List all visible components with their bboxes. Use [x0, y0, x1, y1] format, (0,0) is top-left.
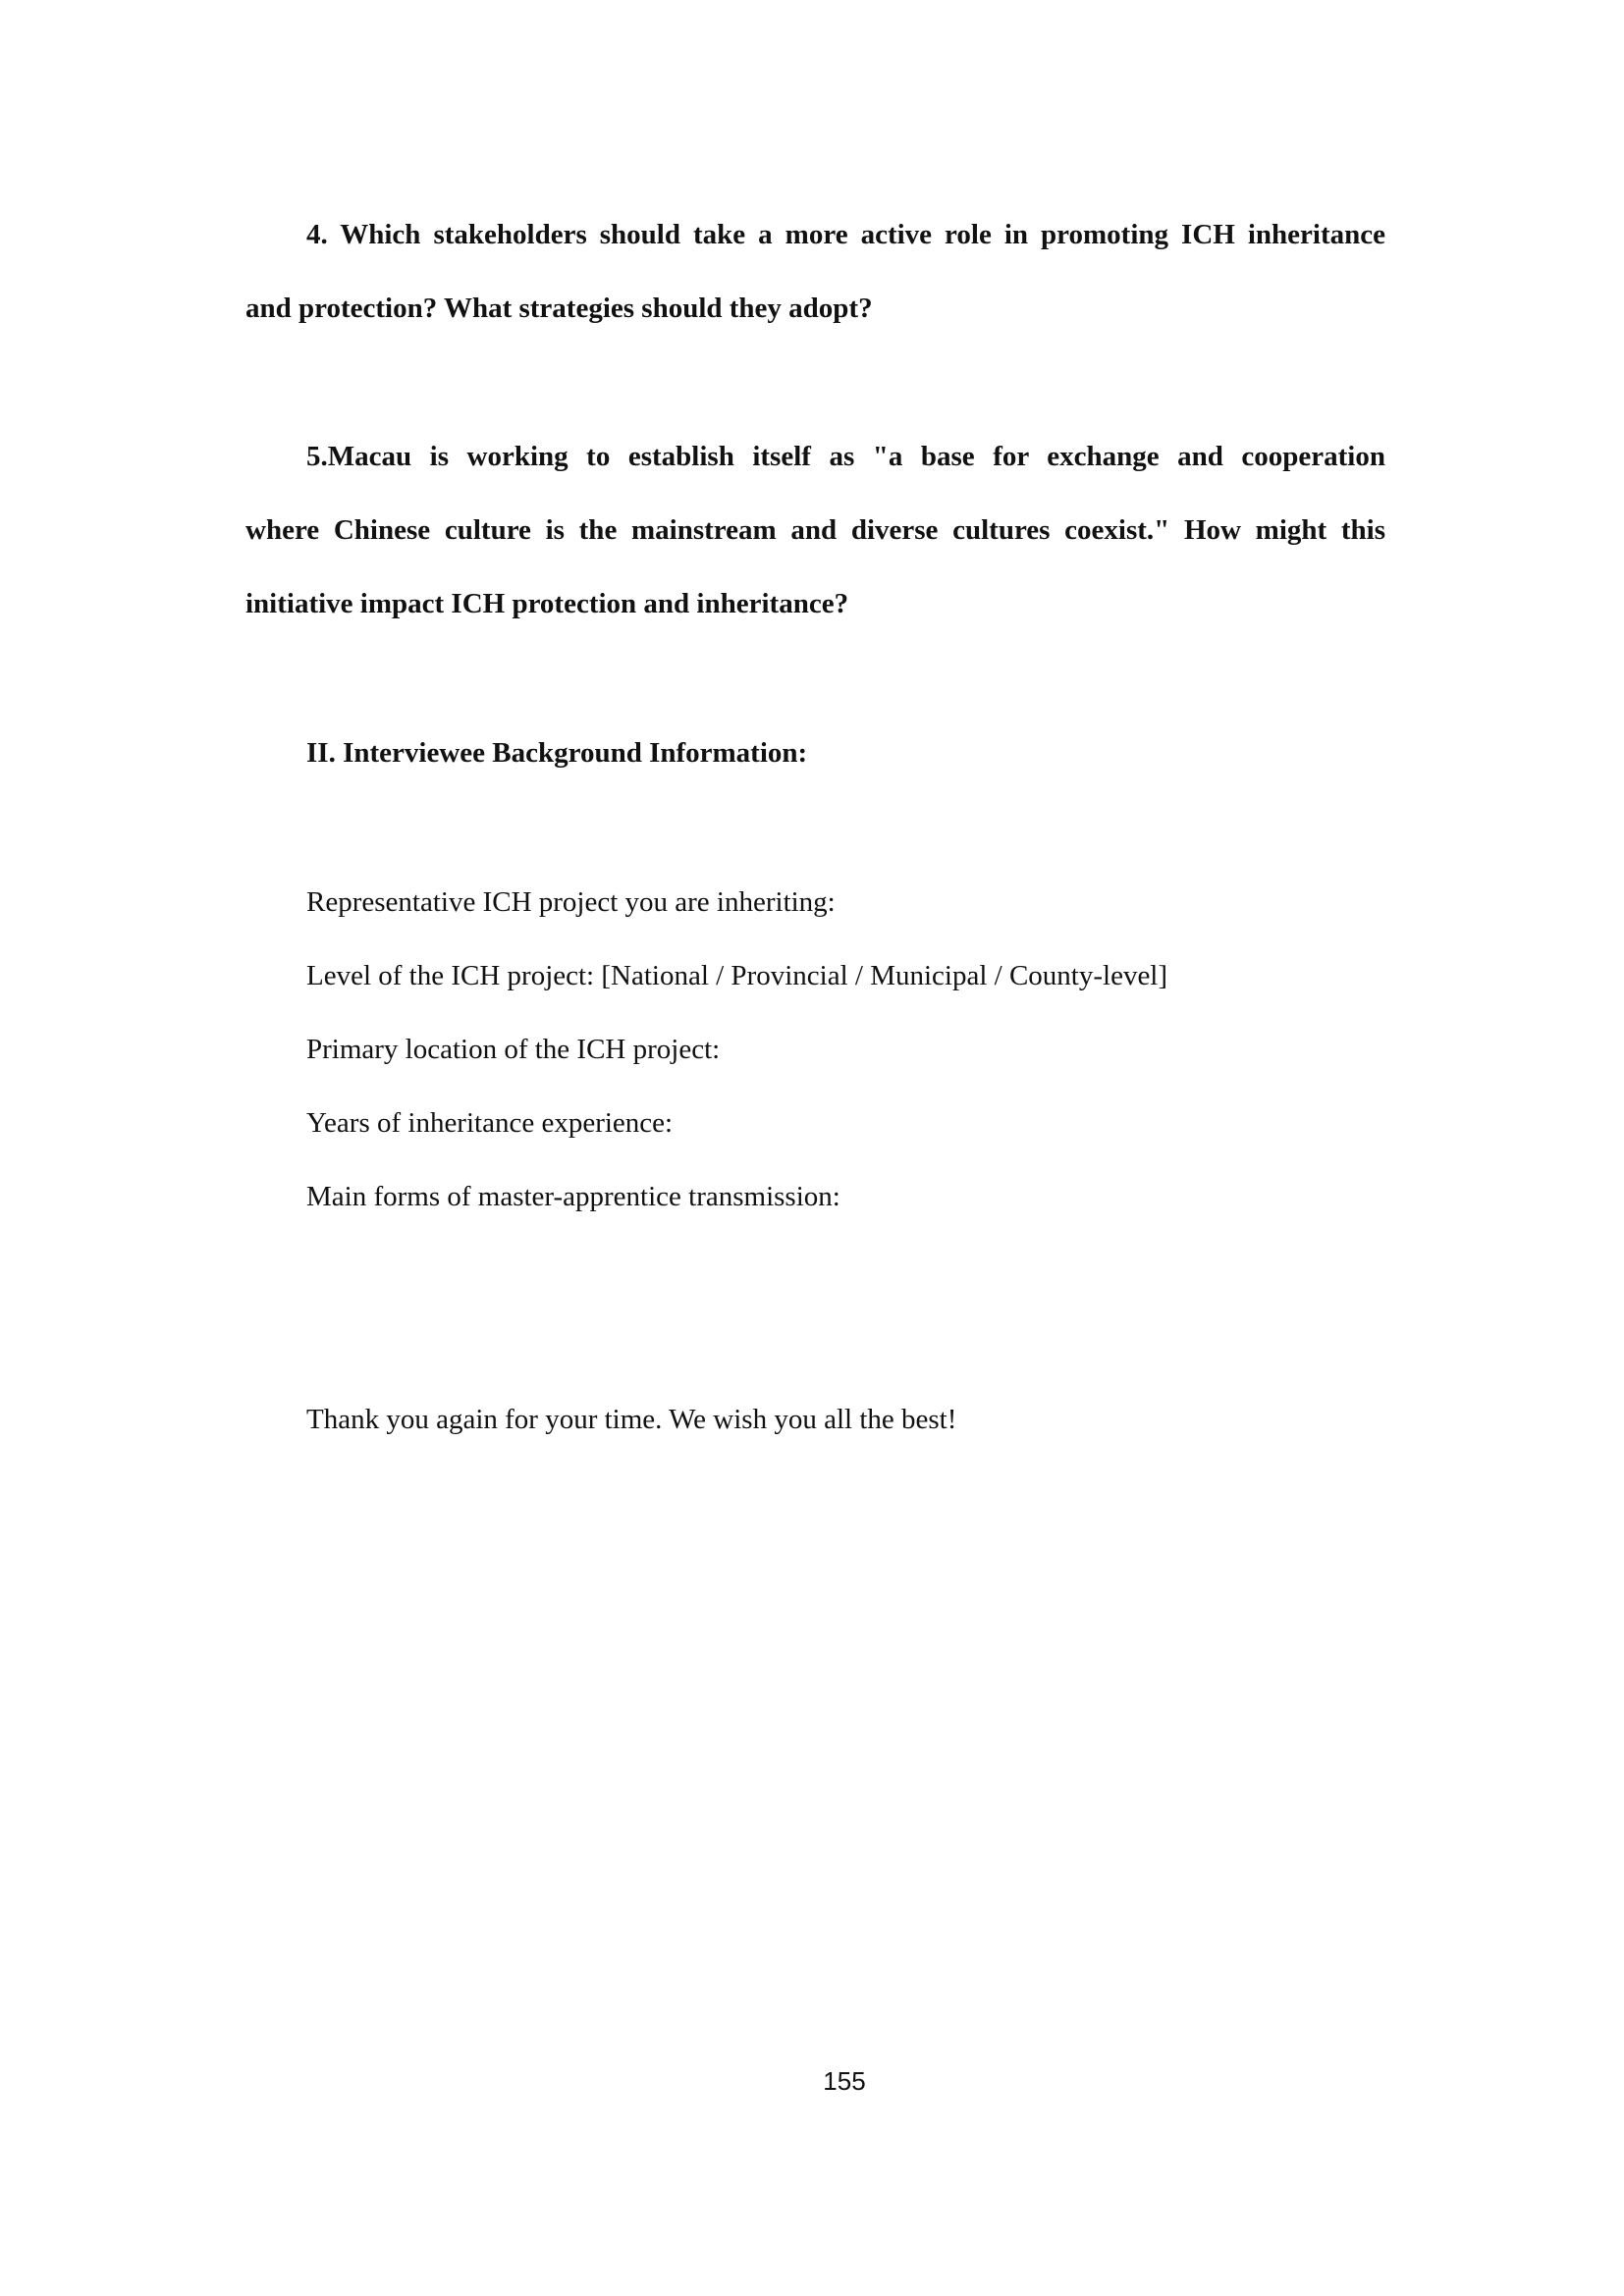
field-years-experience: Years of inheritance experience: [306, 1107, 674, 1139]
question-5-line-1: 5.Macau is working to establish itself as "a base for exchange and cooperation [306, 441, 1385, 472]
question-5-line-2: where Chinese culture is the mainstream and diverse cultures coexist." How might this [245, 514, 1385, 546]
page-number: 155 [823, 2066, 866, 2096]
question-5 [245, 420, 1385, 641]
question-4-line-1: 4. Which stakeholders should take a more active role in promoting ICH inheritance [306, 219, 1385, 250]
section-heading: II. Interviewee Background Information: [306, 737, 808, 769]
question-4-line-2: and protection? What strategies should they adopt? [245, 293, 873, 324]
question-4 [245, 198, 1385, 346]
field-primary-location: Primary location of the ICH project: [306, 1034, 721, 1065]
field-representative-project: Representative ICH project you are inheriting: [306, 886, 836, 918]
field-project-level: Level of the ICH project: [National / Provincial / Municipal / County-level] [306, 960, 1168, 991]
question-5-line-3: initiative impact ICH protection and inheritance? [245, 588, 849, 619]
closing-text: Thank you again for your time. We wish you all the best! [306, 1404, 957, 1435]
field-transmission-forms: Main forms of master-apprentice transmission: [306, 1181, 840, 1212]
